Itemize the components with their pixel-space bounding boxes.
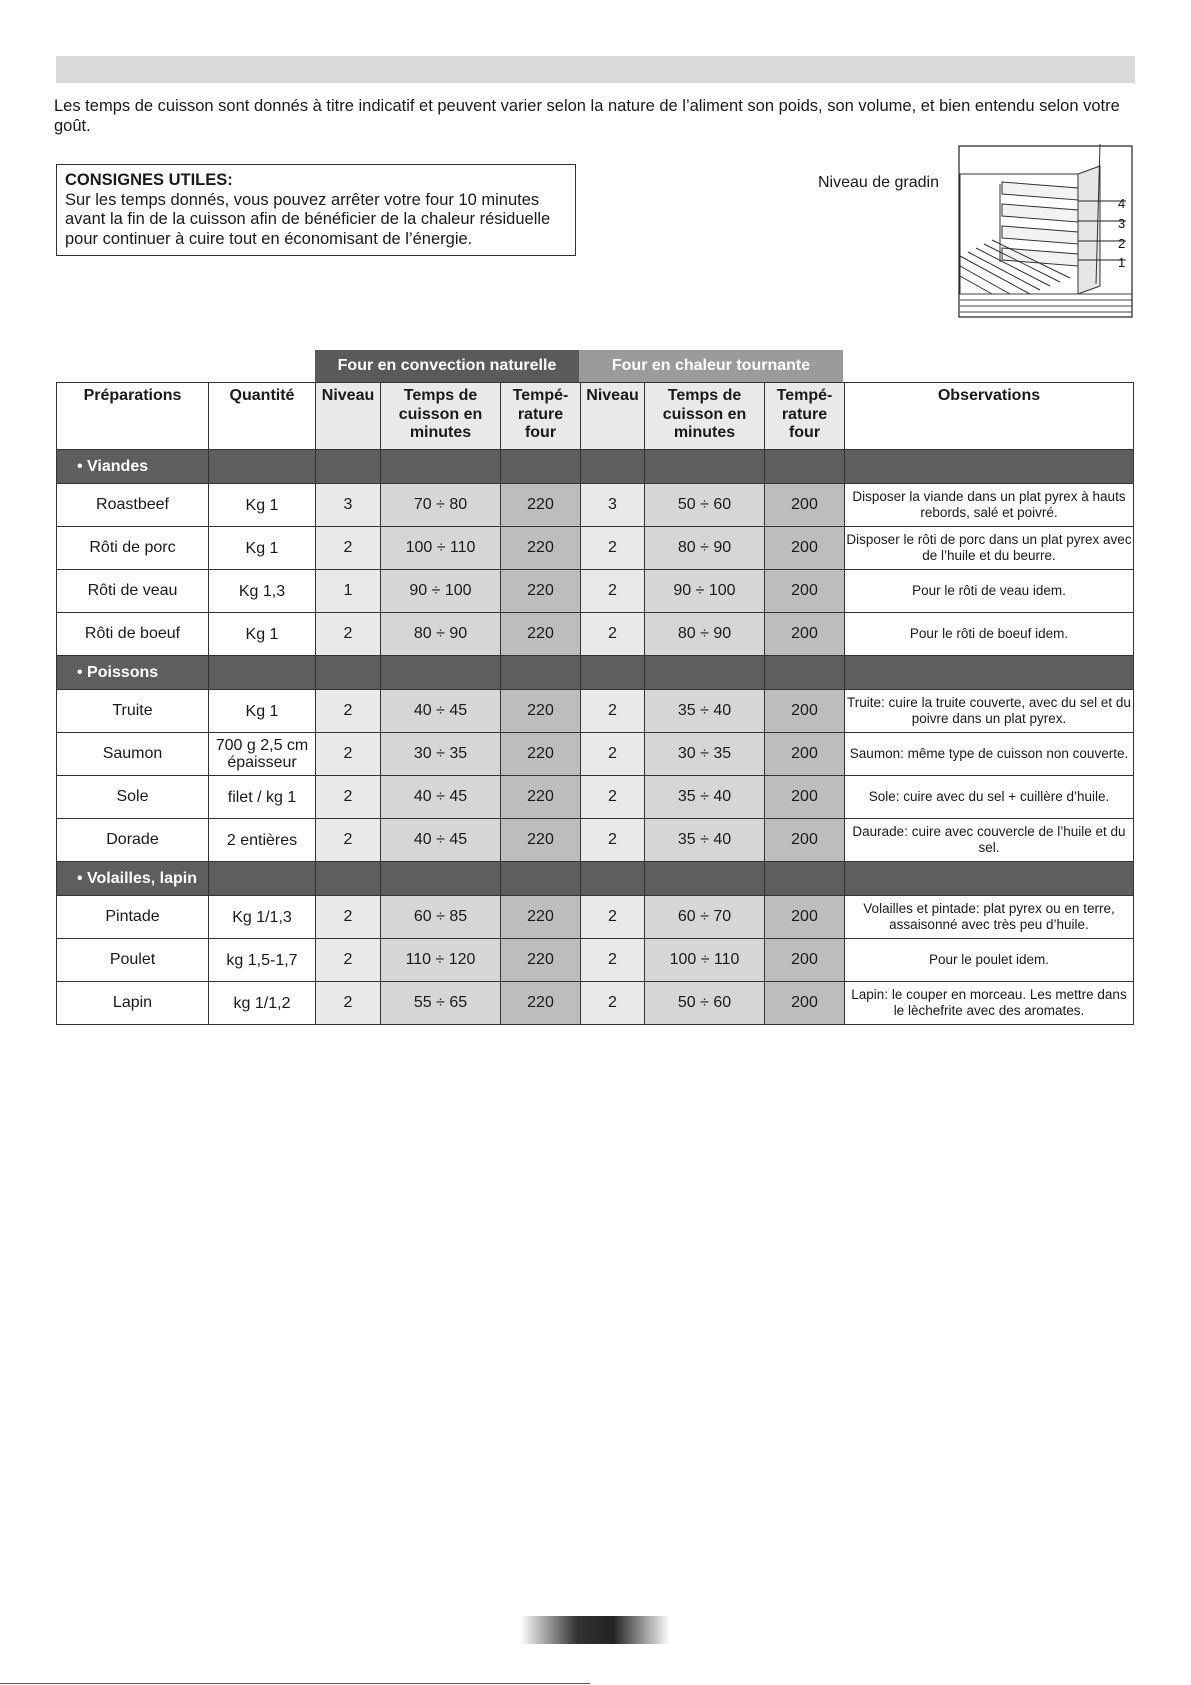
level-natural-cell: 3 <box>316 484 381 527</box>
quantity-cell: Kg 1 <box>209 484 316 527</box>
time-fan-cell: 50 ÷ 60 <box>645 982 765 1025</box>
header-level-natural: Niveau <box>316 383 381 450</box>
level-fan-cell: 2 <box>581 939 645 982</box>
category-cell <box>501 656 581 690</box>
level-fan-cell: 2 <box>581 733 645 776</box>
category-cell <box>209 656 316 690</box>
level-4-label: 4 <box>1118 196 1126 211</box>
header-level-fan: Niveau <box>581 383 645 450</box>
time-fan-cell: 35 ÷ 40 <box>645 690 765 733</box>
category-row <box>57 862 1134 896</box>
level-fan-cell: 2 <box>581 690 645 733</box>
group-header-fan-oven: Four en chaleur tournante <box>579 350 843 382</box>
time-natural-cell: 110 ÷ 120 <box>381 939 501 982</box>
temp-fan-cell: 200 <box>765 819 845 862</box>
category-name: • Viandes <box>57 450 209 484</box>
level-natural-cell: 2 <box>316 776 381 819</box>
category-row <box>57 450 1134 484</box>
time-natural-cell: 55 ÷ 65 <box>381 982 501 1025</box>
quantity-cell: Kg 1 <box>209 613 316 656</box>
category-cell <box>316 862 381 896</box>
temp-fan-cell: 200 <box>765 982 845 1025</box>
temp-fan-cell: 200 <box>765 570 845 613</box>
category-cell <box>645 862 765 896</box>
observation-cell: Pour le rôti de veau idem. <box>845 570 1134 613</box>
time-natural-cell: 90 ÷ 100 <box>381 570 501 613</box>
time-fan-cell: 35 ÷ 40 <box>645 819 765 862</box>
temp-natural-cell: 220 <box>501 939 581 982</box>
table-row <box>57 570 1134 613</box>
level-natural-cell: 2 <box>316 527 381 570</box>
category-cell <box>381 862 501 896</box>
level-fan-cell: 3 <box>581 484 645 527</box>
category-cell <box>381 656 501 690</box>
category-cell <box>501 450 581 484</box>
observation-cell: Disposer le rôti de porc dans un plat pyrex avec de l’huile et du beurre. <box>845 527 1134 570</box>
category-cell <box>765 862 845 896</box>
level-fan-cell: 2 <box>581 896 645 939</box>
time-natural-cell: 70 ÷ 80 <box>381 484 501 527</box>
temp-natural-cell: 220 <box>501 484 581 527</box>
category-cell <box>209 450 316 484</box>
level-fan-cell: 2 <box>581 982 645 1025</box>
level-fan-cell: 2 <box>581 776 645 819</box>
level-natural-cell: 2 <box>316 896 381 939</box>
time-fan-cell: 80 ÷ 90 <box>645 527 765 570</box>
quantity-cell: 2 entières <box>209 819 316 862</box>
group-header-natural-convection: Four en convection naturelle <box>315 350 579 382</box>
time-fan-cell: 30 ÷ 35 <box>645 733 765 776</box>
prep-cell: Rôti de porc <box>57 527 209 570</box>
observation-cell: Disposer la viande dans un plat pyrex à hauts rebords, salé et poivré. <box>845 484 1134 527</box>
observation-cell: Pour le poulet idem. <box>845 939 1134 982</box>
level-fan-cell: 2 <box>581 570 645 613</box>
level-1-label: 1 <box>1118 255 1126 270</box>
header-preparations: Préparations <box>57 383 209 450</box>
category-cell <box>581 862 645 896</box>
prep-cell: Poulet <box>57 939 209 982</box>
category-cell <box>501 862 581 896</box>
tips-box <box>56 164 576 256</box>
category-cell <box>316 450 381 484</box>
table-row <box>57 776 1134 819</box>
table-row <box>57 484 1134 527</box>
category-cell <box>845 862 1134 896</box>
time-fan-cell: 100 ÷ 110 <box>645 939 765 982</box>
level-fan-cell: 2 <box>581 613 645 656</box>
temp-natural-cell: 220 <box>501 733 581 776</box>
temp-natural-cell: 220 <box>501 982 581 1025</box>
header-time-fan: Temps de cuisson en minutes <box>645 383 765 450</box>
category-cell <box>316 656 381 690</box>
observation-cell: Saumon: même type de cuisson non couverte. <box>845 733 1134 776</box>
quantity-cell: filet / kg 1 <box>209 776 316 819</box>
time-fan-cell: 50 ÷ 60 <box>645 484 765 527</box>
quantity-cell: Kg 1,3 <box>209 570 316 613</box>
time-natural-cell: 80 ÷ 90 <box>381 613 501 656</box>
table-header-row <box>57 383 1134 450</box>
time-natural-cell: 30 ÷ 35 <box>381 733 501 776</box>
temp-fan-cell: 200 <box>765 484 845 527</box>
level-natural-cell: 2 <box>316 690 381 733</box>
prep-cell: Dorade <box>57 819 209 862</box>
category-cell <box>381 450 501 484</box>
temp-natural-cell: 220 <box>501 570 581 613</box>
table-row <box>57 690 1134 733</box>
temp-natural-cell: 220 <box>501 690 581 733</box>
level-natural-cell: 2 <box>316 733 381 776</box>
temp-fan-cell: 200 <box>765 776 845 819</box>
bottom-rule <box>0 1683 590 1684</box>
time-fan-cell: 80 ÷ 90 <box>645 613 765 656</box>
category-cell <box>209 862 316 896</box>
category-cell <box>765 656 845 690</box>
quantity-cell: kg 1/1,2 <box>209 982 316 1025</box>
temp-natural-cell: 220 <box>501 613 581 656</box>
header-temp-fan: Tempé-rature four <box>765 383 845 450</box>
level-2-label: 2 <box>1118 236 1126 251</box>
prep-cell: Sole <box>57 776 209 819</box>
category-name: • Volailles, lapin <box>57 862 209 896</box>
section-header-bar <box>56 56 1135 83</box>
temp-natural-cell: 220 <box>501 819 581 862</box>
header-time-natural: Temps de cuisson en minutes <box>381 383 501 450</box>
tips-text: Sur les temps donnés, vous pouvez arrêter votre four 10 minutes avant la fin de la cuisson afin de bénéficier de la chaleur résiduelle pour continuer à cuire tout en économisant de l’énergie. <box>65 190 551 248</box>
prep-cell: Lapin <box>57 982 209 1025</box>
time-fan-cell: 35 ÷ 40 <box>645 776 765 819</box>
temp-natural-cell: 220 <box>501 776 581 819</box>
temp-fan-cell: 200 <box>765 733 845 776</box>
level-natural-cell: 1 <box>316 570 381 613</box>
temp-fan-cell: 200 <box>765 613 845 656</box>
table-row <box>57 613 1134 656</box>
level-natural-cell: 2 <box>316 982 381 1025</box>
cooking-table <box>56 382 1134 1025</box>
oven-shelf-diagram <box>880 144 1135 320</box>
time-natural-cell: 40 ÷ 45 <box>381 776 501 819</box>
table-row <box>57 733 1134 776</box>
time-natural-cell: 100 ÷ 110 <box>381 527 501 570</box>
category-cell <box>581 450 645 484</box>
prep-cell: Truite <box>57 690 209 733</box>
temp-fan-cell: 200 <box>765 527 845 570</box>
observation-cell: Daurade: cuire avec couvercle de l’huile et du sel. <box>845 819 1134 862</box>
time-fan-cell: 90 ÷ 100 <box>645 570 765 613</box>
category-name: • Poissons <box>57 656 209 690</box>
intro-paragraph: Les temps de cuisson sont donnés à titre indicatif et peuvent varier selon la nature de l’aliment son poids, son volume, et bien entendu selon votre goût. <box>54 97 1120 135</box>
quantity-cell: kg 1,5-1,7 <box>209 939 316 982</box>
observation-cell: Sole: cuire avec du sel + cuillère d’huile. <box>845 776 1134 819</box>
table-row <box>57 982 1134 1025</box>
level-3-label: 3 <box>1118 216 1126 231</box>
time-natural-cell: 40 ÷ 45 <box>381 690 501 733</box>
time-fan-cell: 60 ÷ 70 <box>645 896 765 939</box>
table-row <box>57 527 1134 570</box>
time-natural-cell: 60 ÷ 85 <box>381 896 501 939</box>
table-row <box>57 896 1134 939</box>
category-cell <box>845 450 1134 484</box>
table-row <box>57 939 1134 982</box>
category-cell <box>765 450 845 484</box>
category-row <box>57 656 1134 690</box>
quantity-cell: Kg 1 <box>209 690 316 733</box>
page-number-gradient-tab <box>520 1616 670 1644</box>
level-fan-cell: 2 <box>581 527 645 570</box>
header-temp-natural: Tempé-rature four <box>501 383 581 450</box>
header-quantity: Quantité <box>209 383 316 450</box>
prep-cell: Pintade <box>57 896 209 939</box>
time-natural-cell: 40 ÷ 45 <box>381 819 501 862</box>
observation-cell: Volailles et pintade: plat pyrex ou en terre, assaisonné avec très peu d’huile. <box>845 896 1134 939</box>
category-cell <box>845 656 1134 690</box>
category-cell <box>645 450 765 484</box>
prep-cell: Saumon <box>57 733 209 776</box>
quantity-cell: 700 g 2,5 cm épaisseur <box>209 733 316 776</box>
observation-cell: Lapin: le couper en morceau. Les mettre dans le lèchefrite avec des aromates. <box>845 982 1134 1025</box>
tips-title: CONSIGNES UTILES: <box>65 171 233 189</box>
prep-cell: Roastbeef <box>57 484 209 527</box>
table-row <box>57 819 1134 862</box>
quantity-cell: Kg 1/1,3 <box>209 896 316 939</box>
level-natural-cell: 2 <box>316 819 381 862</box>
category-cell <box>645 656 765 690</box>
temp-fan-cell: 200 <box>765 939 845 982</box>
header-observations: Observations <box>845 383 1134 450</box>
prep-cell: Rôti de veau <box>57 570 209 613</box>
level-natural-cell: 2 <box>316 613 381 656</box>
observation-cell: Truite: cuire la truite couverte, avec du sel et du poivre dans un plat pyrex. <box>845 690 1134 733</box>
level-fan-cell: 2 <box>581 819 645 862</box>
temp-fan-cell: 200 <box>765 690 845 733</box>
level-natural-cell: 2 <box>316 939 381 982</box>
prep-cell: Rôti de boeuf <box>57 613 209 656</box>
observation-cell: Pour le rôti de boeuf idem. <box>845 613 1134 656</box>
shelf-level-label: Niveau de gradin <box>818 174 939 191</box>
temp-natural-cell: 220 <box>501 527 581 570</box>
quantity-cell: Kg 1 <box>209 527 316 570</box>
temp-natural-cell: 220 <box>501 896 581 939</box>
category-cell <box>581 656 645 690</box>
temp-fan-cell: 200 <box>765 896 845 939</box>
